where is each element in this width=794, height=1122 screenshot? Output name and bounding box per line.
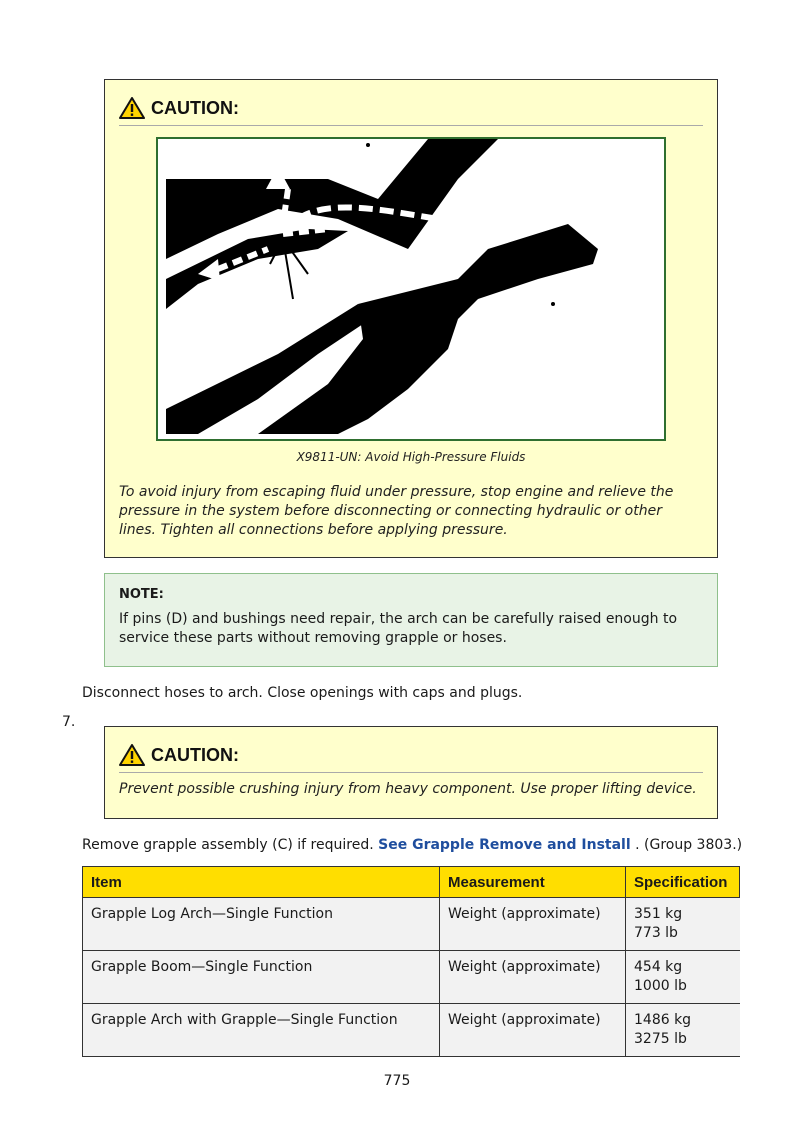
- spec-imperial: 3275 lb: [634, 1031, 687, 1047]
- header-specification: Specification: [626, 867, 740, 898]
- table-header-row: [83, 867, 740, 898]
- caution-header: [119, 94, 239, 122]
- step-instruction: Disconnect hoses to arch. Close openings with caps and plugs.: [82, 685, 523, 701]
- header-item: Item: [83, 867, 440, 898]
- measurement-cell: Weight (approximate): [440, 1004, 626, 1057]
- spec-metric: 454 kg: [634, 959, 683, 975]
- caution-text: To avoid injury from escaping fluid under pressure, stop engine and relieve the pressure in the system before disconnecting or connecting hydraulic or other lines. Tighten all connections before applying pressure.: [119, 484, 674, 538]
- remove-text: Remove grapple assembly (C) if required.: [82, 837, 374, 853]
- measurement-cell: Weight (approximate): [440, 951, 626, 1004]
- figure-caption: X9811-UN: Avoid High-Pressure Fluids: [296, 450, 526, 464]
- spec-metric: 1486 kg: [634, 1012, 692, 1028]
- divider: [119, 125, 703, 126]
- item-cell: Grapple Boom—Single Function: [83, 951, 440, 1004]
- table-row: [83, 1004, 740, 1057]
- warning-triangle-icon: [119, 743, 145, 767]
- group-reference: . (Group 3803.): [635, 837, 743, 853]
- spec-cell: [626, 898, 740, 951]
- table-row: [83, 951, 740, 1004]
- note-text: If pins (D) and bushings need repair, the arch can be carefully raised enough to service these parts without removing grapple or hoses.: [119, 611, 678, 646]
- warning-triangle-icon: [119, 96, 145, 120]
- spec-cell: [626, 1004, 740, 1057]
- table-row: [83, 898, 740, 951]
- remove-instruction: [82, 837, 742, 853]
- grapple-remove-install-link[interactable]: See Grapple Remove and Install: [378, 837, 631, 853]
- note-box: [104, 573, 718, 667]
- spec-metric: 351 kg: [634, 906, 683, 922]
- measurement-cell: Weight (approximate): [440, 898, 626, 951]
- spec-imperial: 1000 lb: [634, 978, 687, 994]
- step-number: 7.: [62, 714, 76, 730]
- caution-title: CAUTION:: [151, 97, 239, 118]
- item-cell: Grapple Log Arch—Single Function: [83, 898, 440, 951]
- caution-box-crushing: [104, 726, 718, 819]
- item-cell: Grapple Arch with Grapple—Single Function: [83, 1004, 440, 1057]
- caution-header: [119, 741, 239, 769]
- caution-text: Prevent possible crushing injury from heavy component. Use proper lifting device.: [119, 781, 697, 797]
- header-measurement: Measurement: [440, 867, 626, 898]
- spec-cell: [626, 951, 740, 1004]
- specification-table: [82, 866, 740, 1057]
- spec-imperial: 773 lb: [634, 925, 678, 941]
- page-number: 775: [383, 1073, 411, 1089]
- caution-box-high-pressure: [104, 79, 718, 558]
- divider: [119, 772, 703, 773]
- high-pressure-fluid-illustration: [156, 137, 666, 441]
- caution-title: CAUTION:: [151, 744, 239, 765]
- note-title: NOTE:: [119, 587, 164, 602]
